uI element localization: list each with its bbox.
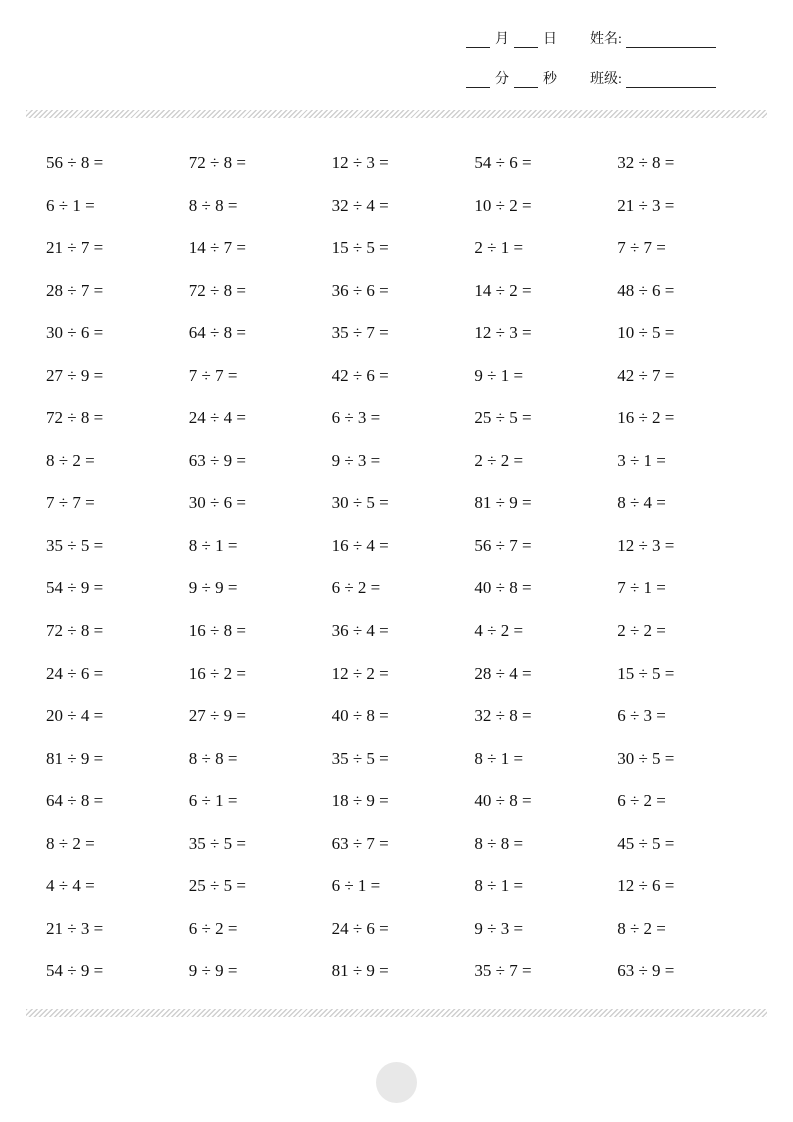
division-problem: 9 ÷ 9 = [188,578,238,598]
division-problem: 7 ÷ 7 = [46,493,95,513]
division-problem: 72 ÷ 8 = [46,621,104,641]
division-problem: 8 ÷ 8 = [474,833,524,853]
division-problem: 9 ÷ 3 = [474,918,524,938]
division-problem: 6 ÷ 1 = [188,791,238,811]
division-problem: 81 ÷ 9 = [331,961,389,981]
division-problem: 36 ÷ 4 = [331,621,389,641]
division-problem: 63 ÷ 7 = [331,833,389,853]
division-problem: 12 ÷ 6 = [617,876,675,896]
division-problem: 20 ÷ 4 = [46,706,104,726]
worksheet-header [0,0,793,110]
division-problem: 30 ÷ 6 = [46,323,104,343]
division-problem: 8 ÷ 2 = [46,833,95,853]
division-problem: 25 ÷ 5 = [474,408,532,428]
day-blank[interactable] [514,33,538,48]
division-problem: 30 ÷ 5 = [617,748,675,768]
date-name-row [466,32,716,48]
division-problem: 7 ÷ 1 = [617,578,666,598]
division-problem: 2 ÷ 2 = [474,450,524,470]
division-problem: 6 ÷ 2 = [331,578,381,598]
division-problem: 14 ÷ 2 = [474,280,532,300]
division-problem: 9 ÷ 9 = [188,961,238,981]
second-blank[interactable] [514,73,538,88]
division-problem: 27 ÷ 9 = [188,706,246,726]
class-label: 班级: [590,72,622,87]
division-problem: 6 ÷ 3 = [617,706,666,726]
month-label: 月 [495,32,509,47]
division-problem: 16 ÷ 4 = [331,535,389,555]
top-divider [26,110,767,118]
division-problem: 64 ÷ 8 = [188,323,246,343]
division-problem: 10 ÷ 5 = [617,323,675,343]
division-problem: 81 ÷ 9 = [474,493,532,513]
division-problem: 8 ÷ 8 = [188,195,238,215]
division-problem: 35 ÷ 7 = [331,323,389,343]
division-problem: 45 ÷ 5 = [617,833,675,853]
division-problem: 63 ÷ 9 = [617,961,675,981]
division-problem: 56 ÷ 7 = [474,535,532,555]
division-problem: 9 ÷ 3 = [331,450,381,470]
name-blank[interactable] [626,33,716,48]
division-problem: 18 ÷ 9 = [331,791,389,811]
division-problem: 72 ÷ 8 = [188,280,246,300]
class-blank[interactable] [626,73,716,88]
division-problem: 4 ÷ 4 = [46,876,95,896]
division-problem: 16 ÷ 8 = [188,621,246,641]
division-problem: 21 ÷ 3 = [46,918,104,938]
division-problem: 72 ÷ 8 = [188,153,246,172]
division-problem: 32 ÷ 4 = [331,195,389,215]
division-problem: 28 ÷ 7 = [46,280,104,300]
division-problem: 48 ÷ 6 = [617,280,675,300]
division-problem: 8 ÷ 2 = [46,450,95,470]
division-problem: 21 ÷ 7 = [46,238,104,258]
minute-label: 分 [495,72,509,87]
division-problem: 8 ÷ 8 = [188,748,238,768]
division-problem: 15 ÷ 5 = [617,663,675,683]
division-problem: 25 ÷ 5 = [188,876,246,896]
division-problem: 15 ÷ 5 = [331,238,389,258]
division-problem: 16 ÷ 2 = [188,663,246,683]
division-problem: 3 ÷ 1 = [617,450,666,470]
division-problem: 40 ÷ 8 = [474,578,532,598]
division-problem: 64 ÷ 8 = [46,791,104,811]
division-problem: 24 ÷ 6 = [46,663,104,683]
division-problem: 42 ÷ 6 = [331,365,389,385]
division-problem: 12 ÷ 2 = [331,663,389,683]
division-problem: 42 ÷ 7 = [617,365,675,385]
division-problem: 36 ÷ 6 = [331,280,389,300]
division-problem: 6 ÷ 3 = [331,408,381,428]
time-class-row [466,72,716,88]
division-problem: 10 ÷ 2 = [474,195,532,215]
division-problem: 8 ÷ 1 = [474,876,524,896]
division-problem: 7 ÷ 7 = [617,238,666,258]
name-label: 姓名: [590,32,622,47]
division-problem: 40 ÷ 8 = [331,706,389,726]
page-number-circle [376,1062,417,1103]
division-problem: 6 ÷ 2 = [188,918,238,938]
division-problem: 35 ÷ 5 = [331,748,389,768]
division-problem: 8 ÷ 1 = [474,748,524,768]
division-problem: 8 ÷ 2 = [617,918,666,938]
division-problem: 8 ÷ 1 = [188,535,238,555]
division-problem: 12 ÷ 3 = [331,153,389,172]
division-problem: 54 ÷ 9 = [46,578,104,598]
division-problem: 21 ÷ 3 = [617,195,675,215]
division-problem: 35 ÷ 7 = [474,961,532,981]
division-problem: 35 ÷ 5 = [188,833,246,853]
division-problem: 6 ÷ 1 = [46,195,95,215]
division-problem: 8 ÷ 4 = [617,493,666,513]
division-problem: 56 ÷ 8 = [46,153,104,172]
month-blank[interactable] [466,33,490,48]
division-problem: 54 ÷ 9 = [46,961,104,981]
division-problem: 35 ÷ 5 = [46,535,104,555]
problem-grid [46,152,766,1003]
division-problem: 27 ÷ 9 = [46,365,104,385]
division-problem: 16 ÷ 2 = [617,408,675,428]
division-problem: 14 ÷ 7 = [188,238,246,258]
division-problem: 32 ÷ 8 = [474,706,532,726]
division-problem: 24 ÷ 6 = [331,918,389,938]
bottom-divider [26,1009,767,1017]
division-problem: 6 ÷ 1 = [331,876,381,896]
division-problem: 12 ÷ 3 = [617,535,675,555]
minute-blank[interactable] [466,73,490,88]
division-problem: 40 ÷ 8 = [474,791,532,811]
day-label: 日 [543,32,557,47]
division-problem: 54 ÷ 6 = [474,153,532,172]
division-problem: 9 ÷ 1 = [474,365,524,385]
division-problem: 72 ÷ 8 = [46,408,104,428]
division-problem: 12 ÷ 3 = [474,323,532,343]
division-problem: 63 ÷ 9 = [188,450,246,470]
division-problem: 81 ÷ 9 = [46,748,104,768]
division-problem: 2 ÷ 2 = [617,621,666,641]
division-problem: 30 ÷ 6 = [188,493,246,513]
division-problem: 6 ÷ 2 = [617,791,666,811]
division-problem: 2 ÷ 1 = [474,238,524,258]
division-problem: 30 ÷ 5 = [331,493,389,513]
division-problem: 24 ÷ 4 = [188,408,246,428]
division-problem: 32 ÷ 8 = [617,153,675,172]
division-problem: 28 ÷ 4 = [474,663,532,683]
division-problem: 7 ÷ 7 = [188,365,238,385]
division-problem: 4 ÷ 2 = [474,621,524,641]
second-label: 秒 [543,72,557,87]
